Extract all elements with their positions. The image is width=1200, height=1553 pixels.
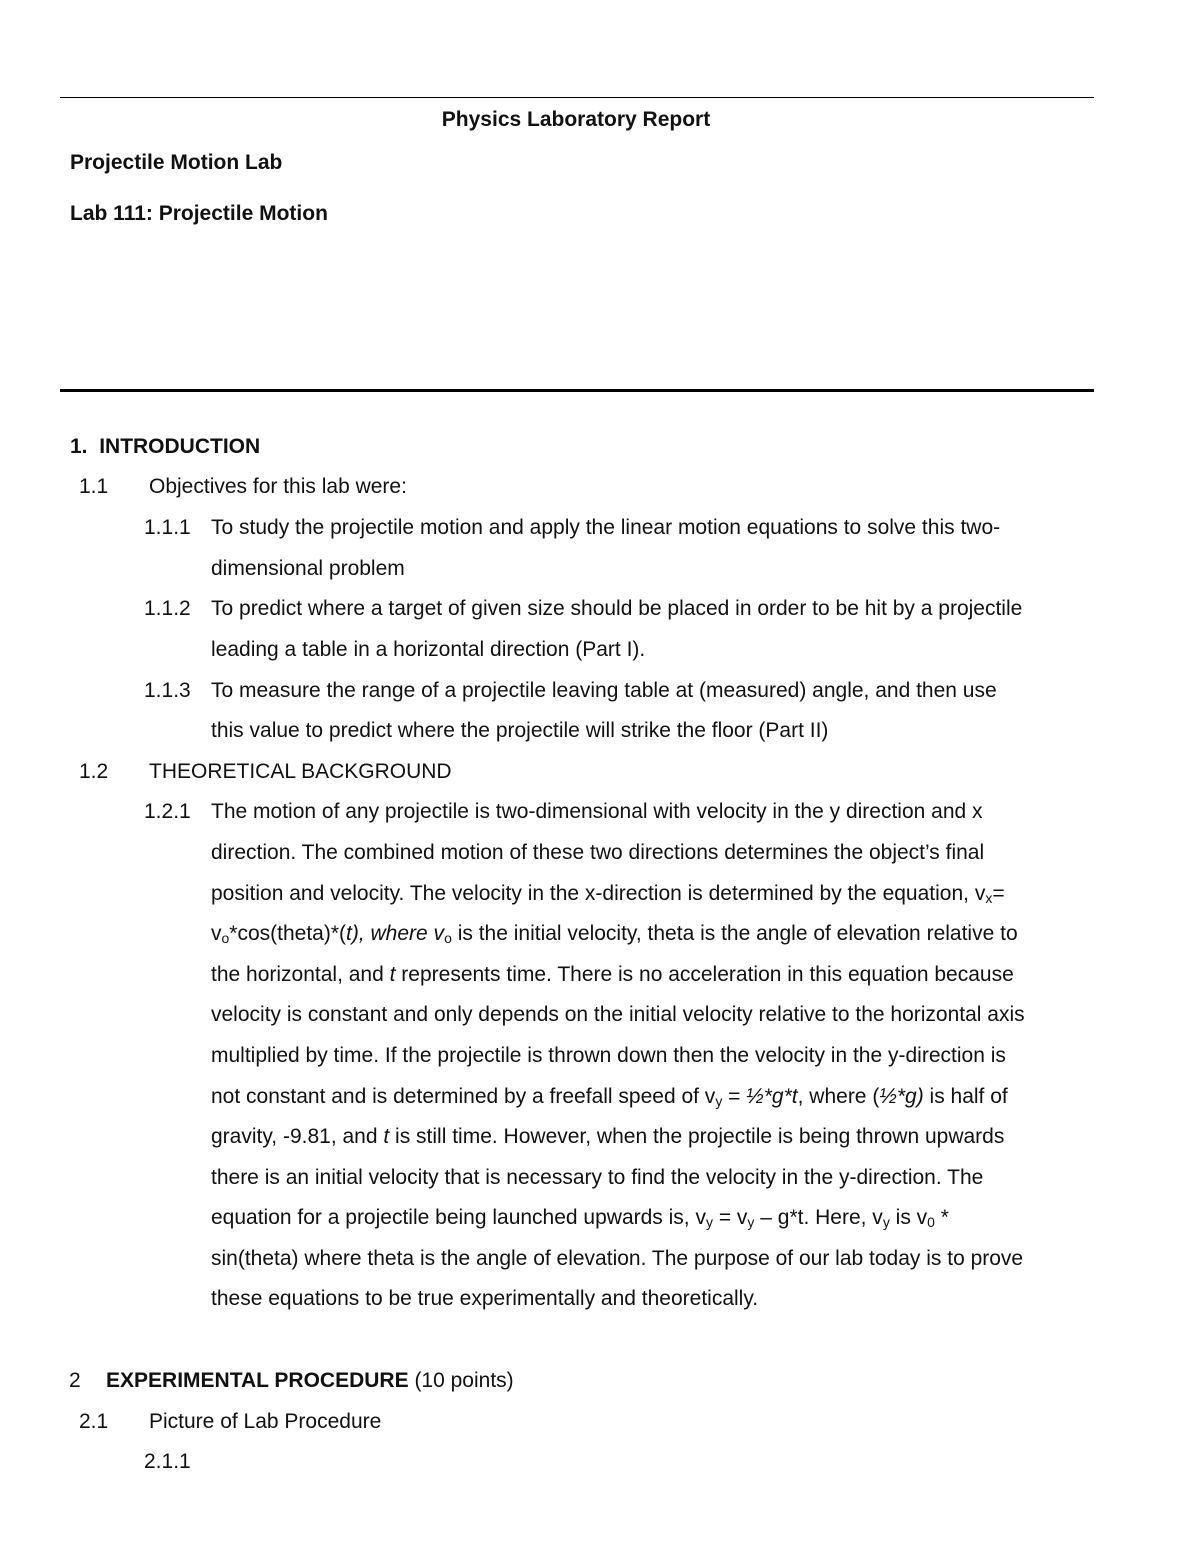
intro-title: INTRODUCTION [99, 435, 261, 458]
procedure-heading [106, 1369, 514, 1393]
picture-title: Picture of Lab Procedure [149, 1410, 382, 1433]
background-number: 1.2 [79, 760, 109, 783]
procedure-title: EXPERIMENTAL PROCEDURE [106, 1369, 409, 1392]
background-line-1: The motion of any projectile is two-dimensional with velocity in the y direction and x [211, 800, 983, 823]
objective-2-number: 1.1.2 [144, 597, 191, 620]
intro-number: 1. [70, 435, 88, 458]
objective-3-line-1: To measure the range of a projectile leaving table at (measured) angle, and then use [211, 679, 997, 702]
top-divider [60, 97, 1094, 98]
background-line-11: equation for a projectile being launched upwards is, $v_y = v_y - g*t$. Here, $v_y$ is $v_0$ * [211, 1206, 949, 1230]
objective-2-line-1: To predict where a target of given size should be placed in order to be hit by a projectile [211, 597, 1023, 620]
intro-heading [70, 435, 260, 459]
objective-1-number: 1.1.1 [144, 516, 191, 539]
objectives-title: Objectives for this lab were: [149, 475, 407, 498]
objective-3-line-2: this value to predict where the projectile will strike the floor (Part II) [211, 719, 829, 742]
background-line-3: position and velocity. The velocity in the x-direction is determined by the equation, $v_x=$ [211, 882, 1005, 906]
objective-3-number: 1.1.3 [144, 679, 191, 702]
procedure-points: (10 points) [414, 1369, 514, 1392]
background-line-9: gravity, -9.81, and t is still time. However, when the projectile is being thrown upwards [211, 1125, 1005, 1148]
background-line-2: direction. The combined motion of these two directions determines the object’s final [211, 841, 985, 864]
lab-number: Lab 111: Projectile Motion [70, 202, 328, 225]
objective-2-line-2: leading a table in a horizontal direction (Part I). [211, 638, 646, 661]
objective-1-line-2: dimensional problem [211, 557, 405, 580]
background-line-6: velocity is constant and only depends on the initial velocity relative to the horizontal axis [211, 1003, 1025, 1026]
background-line-4: $v_o*\cos(theta)*(t)$, where $v_o$ is the initial velocity, theta is the angle of elevation relative to [211, 922, 1018, 946]
background-title: THEORETICAL BACKGROUND [149, 760, 452, 783]
background-item-number: 1.2.1 [144, 800, 191, 823]
lab-name: Projectile Motion Lab [70, 151, 283, 174]
report-title: Physics Laboratory Report [441, 108, 711, 131]
objective-1-line-1: To study the projectile motion and apply the linear motion equations to solve this two- [211, 516, 1001, 539]
procedure-number: 2 [69, 1369, 81, 1392]
background-line-8: not constant and is determined by a freefall speed of $v_y$ = ½*g*t, where (½*g) is half of [211, 1085, 1008, 1109]
objectives-number: 1.1 [79, 475, 109, 498]
background-line-7: multiplied by time. If the projectile is thrown down then the velocity in the y-direction is [211, 1044, 1006, 1067]
section-divider [60, 389, 1094, 392]
background-line-12: sin(theta) where theta is the angle of elevation. The purpose of our lab today is to prove [211, 1247, 1024, 1270]
picture-number: 2.1 [79, 1410, 109, 1433]
background-line-13: these equations to be true experimentally and theoretically. [211, 1287, 759, 1310]
picture-item-number: 2.1.1 [144, 1450, 191, 1473]
background-line-10: there is an initial velocity that is necessary to find the velocity in the y-direction. The [211, 1166, 984, 1189]
background-line-5: the horizontal, and t represents time. There is no acceleration in this equation because [211, 963, 1014, 986]
